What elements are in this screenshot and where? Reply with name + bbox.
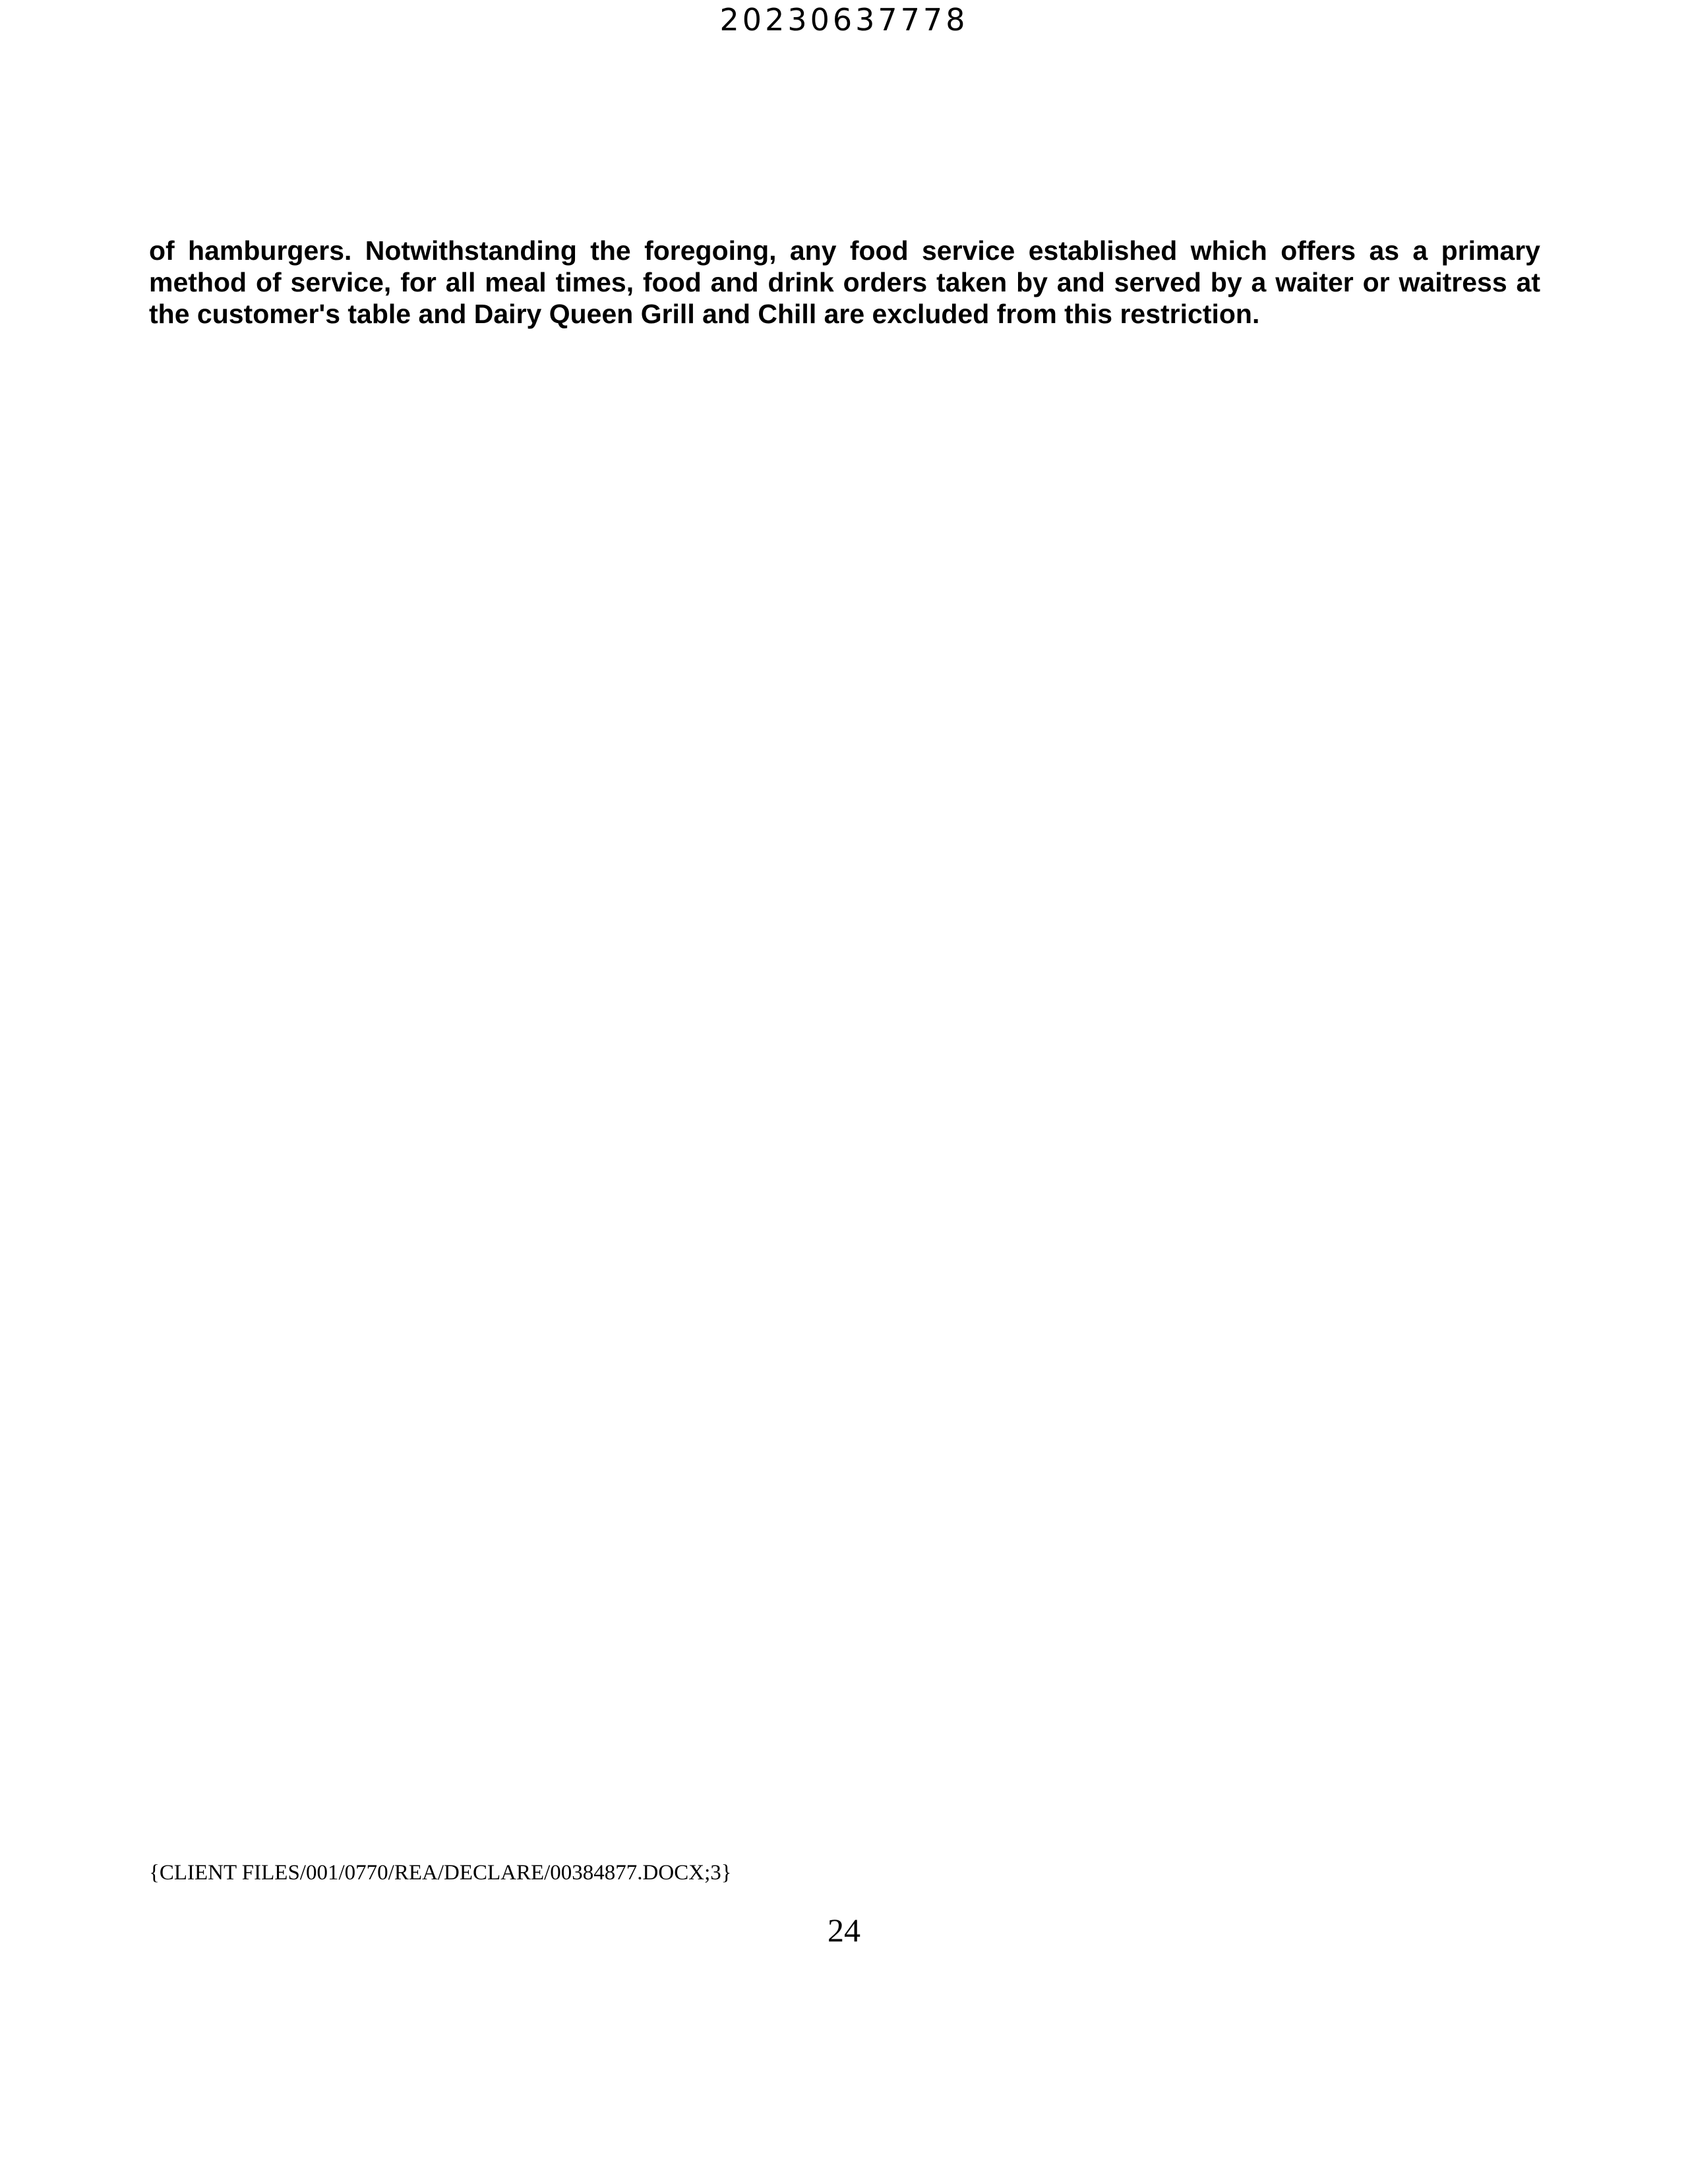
body-paragraph: of hamburgers. Notwithstanding the foregoing, any food service established which offers as a primary method of service, for all meal times, food and drink orders taken by and served by a waiter or waitress at the customer's table and Dairy Queen Grill and Chill are excluded from this restriction. xyxy=(149,235,1540,329)
page-number: 24 xyxy=(828,1912,860,1949)
document-number: 20230637778 xyxy=(719,2,969,38)
footer-file-path: {CLIENT FILES/001/0770/REA/DECLARE/00384877.DOCX;3} xyxy=(149,1861,732,1885)
